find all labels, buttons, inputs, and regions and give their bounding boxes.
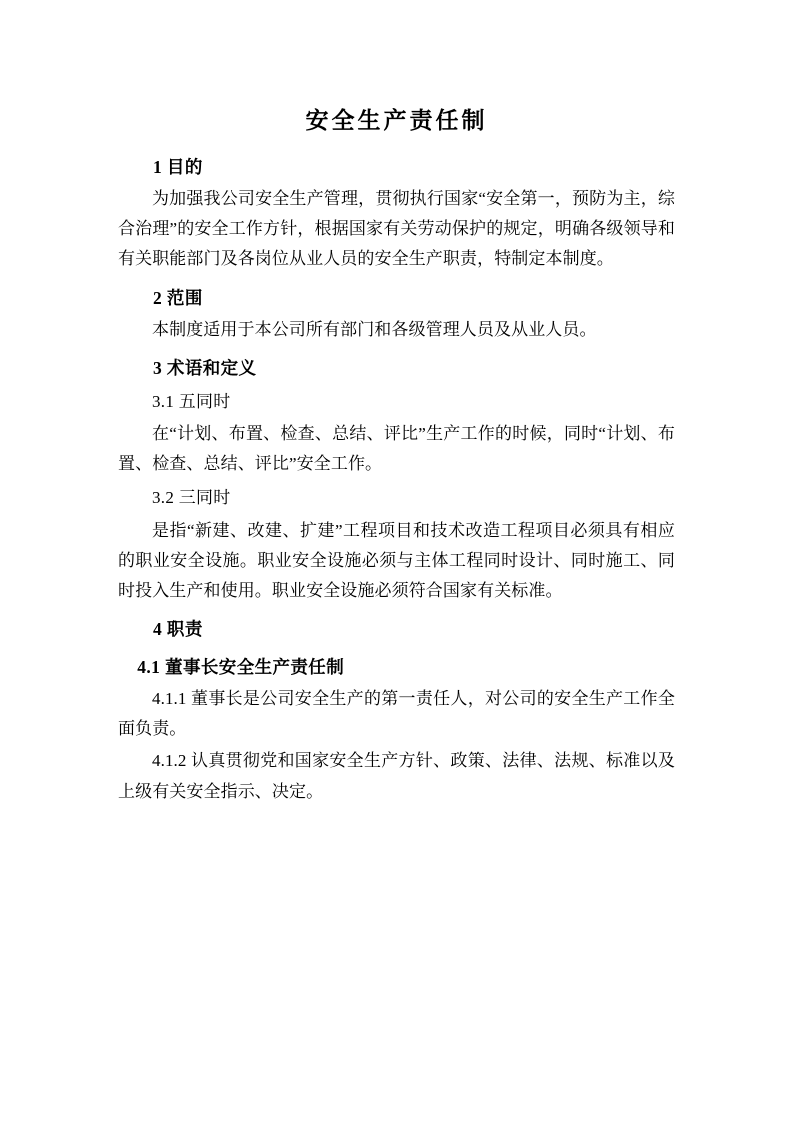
section-heading: 4 职责: [153, 619, 203, 640]
page-title: 安全生产责任制: [305, 108, 488, 133]
subsection-heading: 3.1 五同时: [152, 391, 231, 411]
paragraph: 4.1.1 董事长是公司安全生产的第一责任人，对公司的安全生产工作全面负责。: [118, 688, 675, 739]
section-heading: 2 范围: [153, 287, 203, 308]
section-heading: 1 目的: [153, 156, 203, 177]
subsection-heading: 3.2 三同时: [152, 488, 231, 508]
section-scope: [118, 284, 675, 346]
section-heading: 3 术语和定义: [153, 358, 257, 379]
section-terms-definitions: [118, 354, 675, 606]
section-responsibilities: [118, 615, 675, 807]
subsection-heading: 4.1 董事长安全生产责任制: [137, 656, 345, 677]
paragraph: 4.1.2 认真贯彻党和国家安全生产方针、政策、法律、法规、标准以及上级有关安全指示、决定。: [118, 751, 675, 801]
paragraph: 是指“新建、改建、扩建”工程项目和技术改造工程项目必须具有相应的职业安全设施。职业安全设施必须与主体工程同时设计、同时施工、同时投入生产和使用。职业安全设施必须符合国家有关标准。: [118, 520, 675, 601]
paragraph: 本制度适用于本公司所有部门和各级管理人员及从业人员。: [152, 319, 597, 339]
section-purpose: [118, 153, 675, 275]
paragraph: 在“计划、布置、检查、总结、评比”生产工作的时候，同时“计划、布置、检查、总结、评比”安全工作。: [118, 423, 675, 474]
paragraph: 为加强我公司安全生产管理，贯彻执行国家“安全第一，预防为主，综合治理”的安全工作方针，根据国家有关劳动保护的规定，明确各级领导和有关职能部门及各岗位从业人员的安全生产职责，特制定本制度。: [118, 188, 675, 269]
